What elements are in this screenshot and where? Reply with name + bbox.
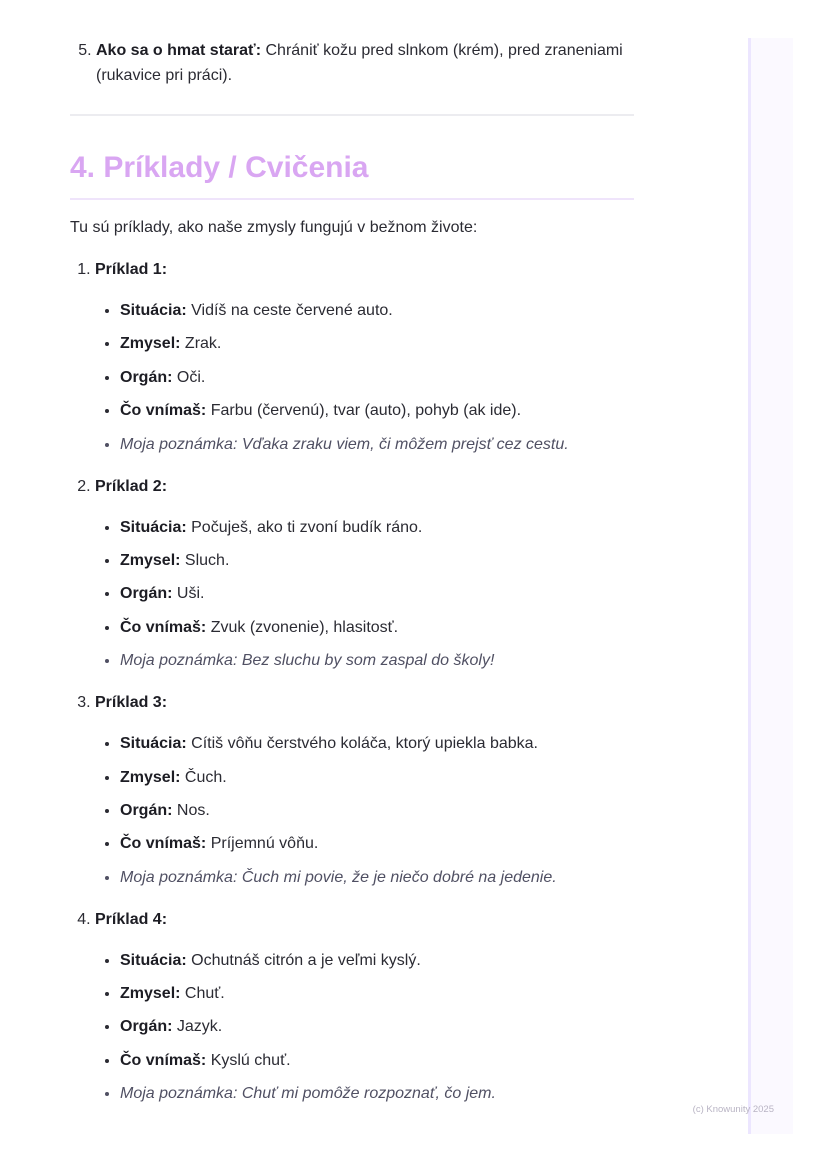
detail-perceive: • Čo vnímaš: Farbu (červenú), tvar (auto), pohyb (ak ide). (120, 399, 634, 423)
detail-organ: • Orgán: Nos. (120, 799, 634, 823)
detail-perceive: • Čo vnímaš: Zvuk (zvonenie), hlasitosť. (120, 616, 634, 640)
detail-situation: • Situácia: Cítiš vôňu čerstvého koláča, ktorý upiekla babka. (120, 732, 634, 756)
section-intro: Tu sú príklady, ako naše zmysly fungujú v bežnom živote: (70, 219, 478, 236)
item-text: Chrániť kožu pred slnkom (krém), pred zraneniami (rukavice pri práci). (96, 42, 623, 84)
detail-situation: • Situácia: Ochutnáš citrón a je veľmi kyslý. (120, 949, 634, 973)
example-item (95, 908, 634, 1107)
detail-organ: • Orgán: Oči. (120, 366, 634, 390)
detail-situation: • Situácia: Vidíš na ceste červené auto. (120, 299, 634, 323)
detail-note: • Moja poznámka: Bez sluchu by som zaspal do školy! (120, 649, 634, 673)
example-details (95, 949, 634, 1107)
section-heading: 4. Príklady / Cvičenia (70, 148, 634, 200)
detail-note: • Moja poznámka: Vďaka zraku viem, či môžem prejsť cez cestu. (120, 433, 634, 457)
item-label: Ako sa o hmat starať: (96, 42, 262, 59)
example-details (95, 299, 634, 457)
example-title: Príklad 4: (95, 910, 168, 928)
detail-sense: • Zmysel: Zrak. (120, 332, 634, 356)
list-item (96, 38, 634, 88)
example-item (95, 258, 634, 457)
detail-perceive: • Čo vnímaš: Kyslú chuť. (120, 1049, 634, 1073)
detail-sense: • Zmysel: Čuch. (120, 766, 634, 790)
example-title: Príklad 2: (95, 477, 168, 495)
document-page (70, 38, 634, 1106)
detail-organ: • Orgán: Jazyk. (120, 1015, 634, 1039)
example-title: Príklad 1: (95, 261, 168, 278)
examples-list (70, 258, 634, 1106)
example-item (95, 475, 634, 674)
detail-sense: • Zmysel: Chuť. (120, 982, 634, 1006)
copyright-footer: (c) Knowunity 2025 (692, 1104, 774, 1115)
example-details (95, 732, 634, 890)
example-details (95, 516, 634, 674)
detail-perceive: • Čo vnímaš: Príjemnú vôňu. (120, 832, 634, 856)
detail-organ: • Orgán: Uši. (120, 582, 634, 606)
detail-sense: • Zmysel: Sluch. (120, 549, 634, 573)
detail-situation: • Situácia: Počuješ, ako ti zvoní budík ráno. (120, 516, 634, 540)
previous-list (70, 38, 634, 88)
section-divider (70, 114, 634, 116)
detail-note: • Moja poznámka: Čuch mi povie, že je niečo dobré na jedenie. (120, 866, 634, 890)
example-item (95, 691, 634, 890)
example-title: Príklad 3: (95, 694, 168, 712)
page-side-strip (748, 38, 793, 1134)
detail-note: • Moja poznámka: Chuť mi pomôže rozpoznať, čo jem. (120, 1082, 634, 1106)
